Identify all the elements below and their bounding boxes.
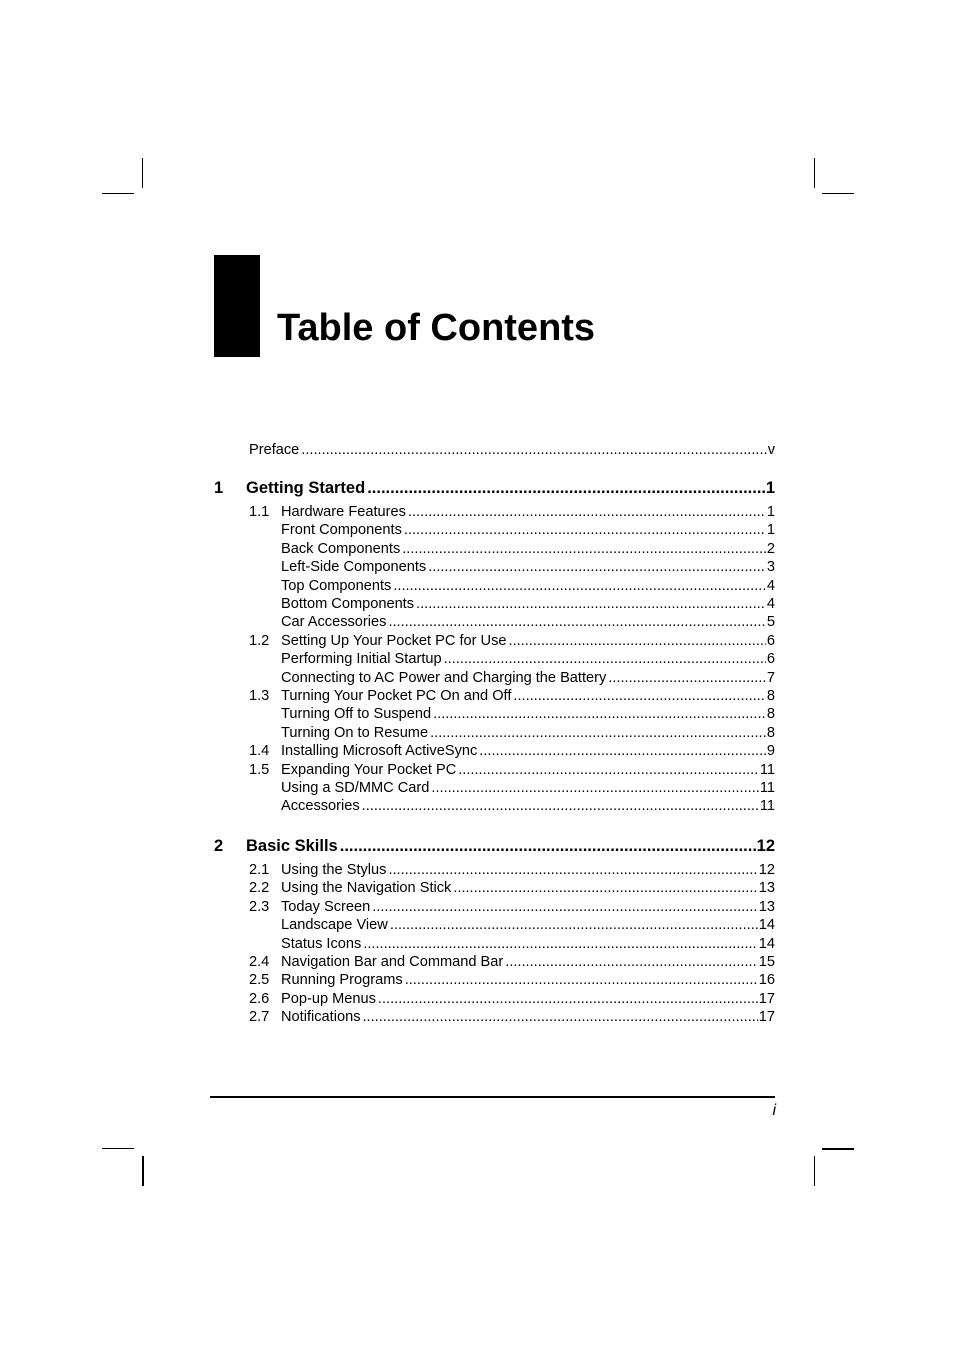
toc-section[interactable] bbox=[249, 632, 775, 650]
dot-leader bbox=[608, 669, 766, 687]
dot-leader bbox=[444, 650, 766, 668]
toc-label: Navigation Bar and Command Bar bbox=[281, 954, 504, 970]
toc-page-number: 16 bbox=[758, 972, 775, 988]
toc-number: 2.4 bbox=[249, 954, 270, 970]
toc-number: 2.7 bbox=[249, 1009, 270, 1025]
toc-chapter[interactable] bbox=[214, 836, 775, 856]
toc-label: Getting Started bbox=[246, 479, 366, 497]
toc-label: Basic Skills bbox=[246, 837, 338, 855]
dot-leader bbox=[402, 540, 766, 558]
toc-section[interactable] bbox=[249, 953, 775, 971]
toc-page-number: 15 bbox=[758, 954, 775, 970]
toc-page-number: 11 bbox=[759, 780, 775, 796]
dot-leader bbox=[404, 521, 766, 539]
toc-label: Left-Side Components bbox=[281, 559, 427, 575]
toc-page-number: 8 bbox=[766, 688, 775, 704]
toc-label: Bottom Components bbox=[281, 596, 415, 612]
toc-section[interactable] bbox=[249, 503, 775, 521]
footer-rule bbox=[210, 1096, 775, 1098]
toc-page-number: 6 bbox=[766, 651, 775, 667]
dot-leader bbox=[513, 687, 765, 705]
toc-page-number: 12 bbox=[756, 837, 775, 855]
page-title: Table of Contents bbox=[277, 307, 596, 349]
dot-leader bbox=[505, 953, 758, 971]
toc-label: Today Screen bbox=[281, 899, 371, 915]
toc-section[interactable] bbox=[249, 990, 775, 1008]
dot-leader bbox=[479, 742, 766, 760]
toc-section[interactable] bbox=[249, 687, 775, 705]
crop-mark-bottom-right-horizontal bbox=[822, 1148, 854, 1150]
crop-mark-top-right-horizontal bbox=[822, 193, 854, 194]
toc-entry-preface[interactable] bbox=[249, 441, 775, 459]
toc-section[interactable] bbox=[249, 971, 775, 989]
dot-leader bbox=[367, 478, 765, 498]
toc-label: Preface bbox=[249, 442, 300, 458]
toc-page-number: 14 bbox=[758, 936, 775, 952]
toc-subsection[interactable] bbox=[281, 558, 775, 576]
toc-page-number: 1 bbox=[766, 522, 775, 538]
toc-page-number: 7 bbox=[766, 670, 775, 686]
toc-page-number: 14 bbox=[758, 917, 775, 933]
dot-leader bbox=[430, 724, 766, 742]
toc-section[interactable] bbox=[249, 861, 775, 879]
toc-number: 1.1 bbox=[249, 504, 270, 520]
toc-subsection[interactable] bbox=[281, 724, 775, 742]
toc-number: 1.5 bbox=[249, 762, 270, 778]
crop-mark-bottom-left-vertical bbox=[142, 1156, 144, 1186]
toc-number: 2.6 bbox=[249, 991, 270, 1007]
toc-subsection[interactable] bbox=[281, 916, 775, 934]
crop-mark-bottom-right-vertical bbox=[814, 1156, 815, 1186]
dot-leader bbox=[458, 761, 759, 779]
toc-label: Accessories bbox=[281, 798, 360, 814]
toc-number: 2 bbox=[214, 837, 224, 855]
dot-leader bbox=[431, 779, 758, 797]
toc-label: Status Icons bbox=[281, 936, 362, 952]
toc-section[interactable] bbox=[249, 879, 775, 897]
toc-number: 1.2 bbox=[249, 633, 270, 649]
dot-leader bbox=[408, 503, 766, 521]
toc-label: Back Components bbox=[281, 541, 401, 557]
page-number: i bbox=[772, 1102, 776, 1119]
toc-label: Turning On to Resume bbox=[281, 725, 429, 741]
toc-page-number: 5 bbox=[766, 614, 775, 630]
toc-section[interactable] bbox=[249, 742, 775, 760]
toc-subsection[interactable] bbox=[281, 521, 775, 539]
toc-page-number: 4 bbox=[766, 578, 775, 594]
toc-number: 2.3 bbox=[249, 899, 270, 915]
toc-subsection[interactable] bbox=[281, 669, 775, 687]
crop-mark-top-right-vertical bbox=[814, 158, 815, 188]
toc-label: Using a SD/MMC Card bbox=[281, 780, 430, 796]
toc-page-number: 8 bbox=[766, 725, 775, 741]
toc-label: Connecting to AC Power and Charging the Battery bbox=[281, 670, 607, 686]
toc-page-number: 17 bbox=[758, 1009, 775, 1025]
toc-subsection[interactable] bbox=[281, 935, 775, 953]
crop-mark-top-left-horizontal bbox=[102, 193, 134, 194]
toc-subsection[interactable] bbox=[281, 705, 775, 723]
toc-subsection[interactable] bbox=[281, 797, 775, 815]
dot-leader bbox=[428, 558, 766, 576]
toc-label: Front Components bbox=[281, 522, 402, 538]
toc-label: Turning Your Pocket PC On and Off bbox=[281, 688, 512, 704]
toc-page-number: 13 bbox=[758, 899, 775, 915]
toc-label: Performing Initial Startup bbox=[281, 651, 442, 667]
toc-page-number: 3 bbox=[766, 559, 775, 575]
toc-page-number: 12 bbox=[758, 862, 775, 878]
toc-number: 1 bbox=[214, 479, 224, 497]
toc-number: 2.2 bbox=[249, 880, 270, 896]
toc-label: Setting Up Your Pocket PC for Use bbox=[281, 633, 507, 649]
dot-leader bbox=[453, 879, 757, 897]
toc-page-number: 9 bbox=[766, 743, 775, 759]
toc-label: Turning Off to Suspend bbox=[281, 706, 432, 722]
toc-subsection[interactable] bbox=[281, 577, 775, 595]
toc-subsection[interactable] bbox=[281, 613, 775, 631]
toc-page-number: 17 bbox=[758, 991, 775, 1007]
toc-page-number: 1 bbox=[765, 479, 775, 497]
dot-leader bbox=[393, 577, 766, 595]
toc-page-number: 2 bbox=[766, 541, 775, 557]
dot-leader bbox=[405, 971, 758, 989]
toc-label: Running Programs bbox=[281, 972, 403, 988]
toc-subsection[interactable] bbox=[281, 650, 775, 668]
toc-subsection[interactable] bbox=[281, 540, 775, 558]
toc-number: 2.5 bbox=[249, 972, 270, 988]
toc-label: Expanding Your Pocket PC bbox=[281, 762, 457, 778]
crop-mark-bottom-left-horizontal bbox=[102, 1148, 134, 1149]
crop-mark-top-left-vertical bbox=[142, 158, 143, 188]
dot-leader bbox=[340, 836, 756, 856]
toc-chapter[interactable] bbox=[214, 478, 775, 498]
toc-label: Car Accessories bbox=[281, 614, 387, 630]
toc-number: 1.4 bbox=[249, 743, 270, 759]
dot-leader bbox=[390, 916, 758, 934]
dot-leader bbox=[509, 632, 766, 650]
toc-label: Pop-up Menus bbox=[281, 991, 376, 1007]
toc-label: Hardware Features bbox=[281, 504, 406, 520]
toc-number: 2.1 bbox=[249, 862, 270, 878]
toc-label: Landscape View bbox=[281, 917, 388, 933]
toc-label: Using the Navigation Stick bbox=[281, 880, 452, 896]
dot-leader bbox=[372, 898, 758, 916]
toc-label: Installing Microsoft ActiveSync bbox=[281, 743, 478, 759]
toc-subsection[interactable] bbox=[281, 595, 775, 613]
toc-page-number: 11 bbox=[759, 798, 775, 814]
toc-label: Using the Stylus bbox=[281, 862, 387, 878]
dot-leader bbox=[378, 990, 758, 1008]
toc-section[interactable] bbox=[249, 1008, 775, 1026]
toc-page-number: v bbox=[767, 442, 775, 458]
toc-label: Top Components bbox=[281, 578, 392, 594]
toc-section[interactable] bbox=[249, 898, 775, 916]
dot-leader bbox=[301, 441, 766, 459]
toc-number: 1.3 bbox=[249, 688, 270, 704]
toc-label: Notifications bbox=[281, 1009, 361, 1025]
toc-section[interactable] bbox=[249, 761, 775, 779]
toc-page-number: 1 bbox=[766, 504, 775, 520]
toc-page-number: 8 bbox=[766, 706, 775, 722]
dot-leader bbox=[416, 595, 766, 613]
toc-page-number: 6 bbox=[766, 633, 775, 649]
dot-leader bbox=[363, 1008, 758, 1026]
toc-page-number: 4 bbox=[766, 596, 775, 612]
toc-subsection[interactable] bbox=[281, 779, 775, 797]
dot-leader bbox=[388, 613, 765, 631]
title-black-bar bbox=[214, 255, 260, 357]
dot-leader bbox=[388, 861, 757, 879]
dot-leader bbox=[363, 935, 757, 953]
dot-leader bbox=[433, 705, 766, 723]
toc-page-number: 11 bbox=[759, 762, 775, 778]
dot-leader bbox=[362, 797, 759, 815]
toc-page-number: 13 bbox=[758, 880, 775, 896]
